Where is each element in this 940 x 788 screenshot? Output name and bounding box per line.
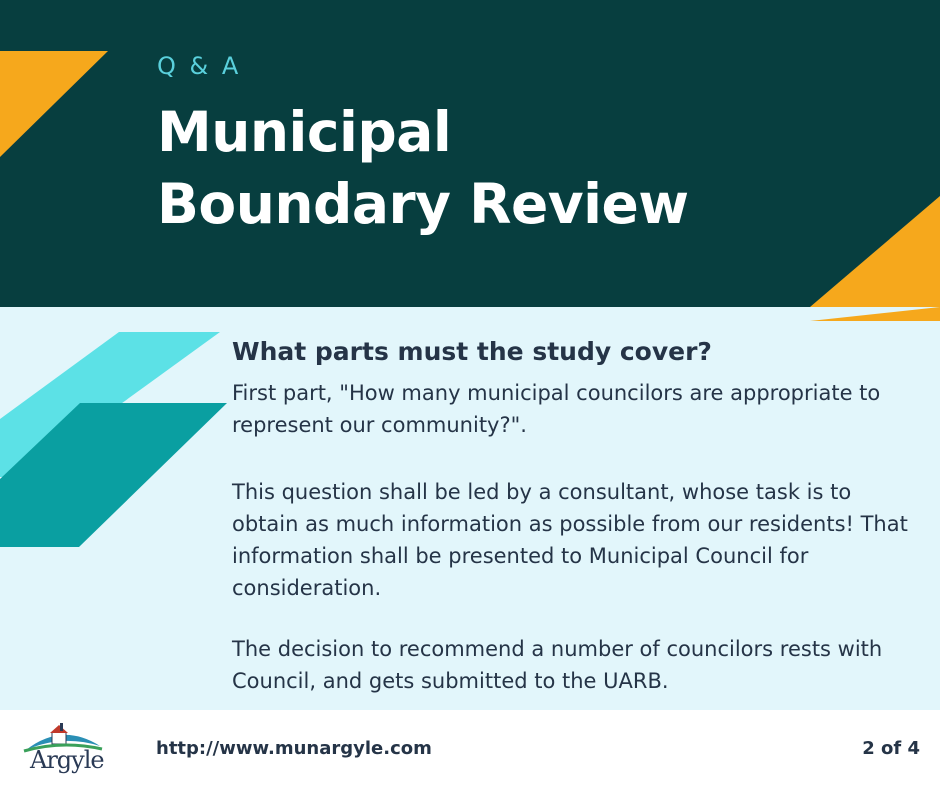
answer-paragraph-2: This question shall be led by a consultant, whose task is to obtain as much information as possible from our residents! That information shall be presented to Municipal Council for consideration. (232, 480, 908, 600)
title-line-1: Municipal (157, 100, 452, 164)
header-banner (0, 0, 940, 307)
qa-label: Q & A (157, 52, 242, 80)
logo-wordmark: Argyle (30, 746, 104, 774)
question-heading: What parts must the study cover? (232, 337, 712, 366)
answer-paragraph-1: First part, "How many municipal councilors are appropriate to represent our community?". (232, 381, 881, 437)
answer-paragraph-3: The decision to recommend a number of councilors rests with Council, and gets submitted to the UARB. (232, 637, 883, 693)
page-indicator: 2 of 4 (862, 738, 920, 759)
footer-bar (0, 710, 940, 788)
content-panel (0, 307, 940, 710)
title-line-2: Boundary Review (157, 172, 689, 236)
argyle-municipality-logo (20, 720, 104, 782)
page-title (157, 96, 877, 240)
orange-triangle-right-tip (810, 307, 940, 321)
website-link[interactable]: http://www.munargyle.com (156, 738, 432, 759)
orange-triangle-top-left (0, 51, 108, 157)
